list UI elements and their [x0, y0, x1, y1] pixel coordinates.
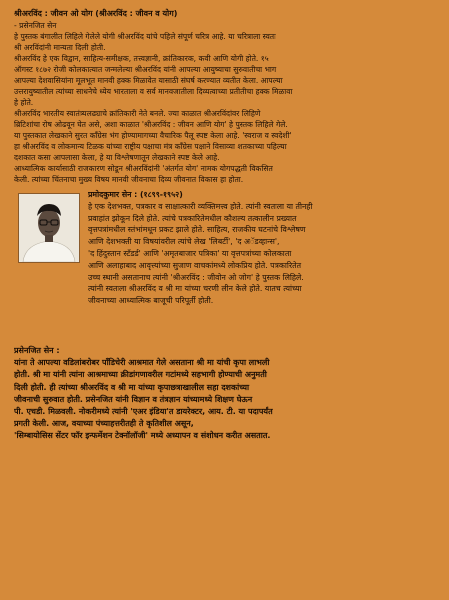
translator-heading: प्रसेनजित सेन : — [14, 346, 60, 355]
translator-line: यांना ते आपल्या वडिलांबरोबर पाँडिचेरी आश्रमात गेले असताना श्री मा यांची कृपा लाभली — [14, 358, 270, 368]
author-line: उच्च स्थानी असतानाच त्यांनी 'श्रीअरविंद : जीवोन ओ जोग' हे पुस्तक लिहिले. — [88, 272, 304, 282]
author-line: 'द हिंदुस्तान स्टँडर्ड' आणि 'अमृतबाजार पत्रिका' या वृत्तपत्रांच्या कोलकाता — [88, 248, 292, 258]
book-title: श्रीअरविंद : जीवन ओ योग (श्रीअरविंद : जीवन व योग) — [14, 9, 178, 18]
author-photo — [18, 193, 80, 263]
translator-section — [14, 345, 441, 443]
intro-line: केली. त्यांच्या चिंतनाचा मुख्य विषय मानवी जीवनाचा दिव्य जीवनात विकास हा होता. — [14, 175, 244, 184]
translator-line: होती. श्री मा यांनी त्यांना आश्रमाच्या क्रीडांगणावरील गटांमध्ये सहभागी होण्याची अनुमती — [14, 370, 267, 380]
translator-line: पी. एचडी. मिळवली. नोकरीमध्ये त्यांनी 'एअर इंडिया'त डायरेक्टर, आय. टी. या पदापर्यंत — [14, 407, 273, 417]
translator-line: 'सिम्बायोसिस सेंटर फॉर इन्फर्मेशन टेक्नॉलॉजी' मध्ये अध्यापन व संशोधन करीत असतात. — [14, 431, 271, 441]
intro-line: हे होते. — [14, 98, 34, 107]
author-line: प्रवाहांत झोकून दिले होते. त्यांचे पत्रकारितेमधील कौशल्य तत्कालीन प्रख्यात — [88, 213, 297, 223]
translator-line: जीवनाची सुरुवात होती. प्रसेनजित यांनी विज्ञान व तंत्रज्ञान यांच्यामध्ये शिक्षण घेऊन — [14, 394, 253, 404]
intro-line: श्रीअरविंद भारतीय स्वातंत्र्यलढ्याचे क्रांतिकारी नेते बनले. ज्या काळात श्रीअरविंदांवर लिहिणे — [14, 109, 261, 118]
author-section — [14, 189, 441, 345]
intro-line: आध्यात्मिक कार्यासाठी राजकारण सोडून श्रीअरविंदांनी 'अंतर्गत योग' नामक योगपद्धती विकसित — [14, 164, 273, 173]
author-line: त्यांनी स्वतःला श्रीअरविंद व श्री मा यांच्या चरणी लीन केले होते. यातच त्यांच्या — [88, 284, 302, 294]
intro-line: ब्रिटिशांचा रोष ओढवून घेत असे, अशा काळात 'श्रीअरविंद : जीवन आणि योग' हे पुस्तक लिहिले गेले. — [14, 120, 288, 129]
portrait-image — [19, 194, 79, 262]
author-bio — [88, 189, 435, 307]
translator-line: दिली होती. ही त्यांच्या श्रीअरविंद व श्री मा यांच्या कृपाछत्राखालील सहा दशकांच्या — [14, 382, 250, 392]
intro-line: श्री अरविंदांनी मान्यता दिली होती. — [14, 43, 106, 52]
intro-line: दशकात कसा आपलासा केला, हे या विश्लेषणातून लेखकाने स्पष्ट केले आहे. — [14, 153, 220, 162]
intro-line: ऑगस्ट १८७२ रोजी कोलकात्यात जन्मलेल्या श्रीअरविंद यांनी आपल्या आयुष्याचा सुरुवातीचा भाग — [14, 65, 277, 74]
author-line: आणि देशभक्ती या विषयांवरील त्यांचे लेख 'लिबर्टी', 'द अॅडव्हान्स', — [88, 237, 280, 247]
translator-byline: - प्रसेनजित सेन — [14, 21, 57, 30]
translator-line: प्रगती केली. आज, वयाच्या पंच्याहत्तरीतही ते कृतिशील असून, — [14, 419, 194, 429]
intro-line: आपल्या देशवासियांना मूलभूत मानवी हक्क मिळावेत यासाठी संघर्ष करण्यात व्यतीत केला. आपल्या — [14, 76, 283, 85]
intro-line: या पुस्तकात लेखकाने सुरत काँग्रेस भंग होण्यामागच्या वैचारिक पैलू स्पष्ट केला आहे. 'स्वराज व स्वदेशी' — [14, 131, 292, 140]
intro-line: उत्तरायुष्यातील त्यांच्या साधनेचे ध्येय भारताला व सर्व मानवजातीला दिव्यत्वाच्या प्रतीतीचा हक्क मिळावा — [14, 87, 293, 96]
author-line: हे एक देशभक्त, पत्रकार व साक्षात्कारी व्यक्तिमत्त्व होते. त्यांनी स्वतःला या तीनही — [88, 201, 313, 211]
intro-line: हे पुस्तक बंगालीत लिहिले गेलेले योगी श्रीअरविंद यांचे पहिले संपूर्ण चरित्र आहे. या चरित्राला स्वतः — [14, 32, 276, 41]
intro-paragraphs — [14, 31, 441, 185]
intro-line: हा श्रीअरविंद व लोकमान्य टिळक यांच्या राष्ट्रीय पक्षाचा मंत्र काँग्रेस पक्षाने विसाव्या शतकाच्या पहिल्या — [14, 142, 287, 151]
author-line: आणि अलाहाबाद आवृत्त्यांच्या सुजाण वाचकांमध्ये लोकप्रिय होते. पत्रकारितेत — [88, 260, 302, 270]
author-heading: प्रमोदकुमार सेन : (१८९९-१९५२) — [88, 190, 183, 199]
intro-line: श्रीअरविंद हे एक विद्वान, साहित्य-समीक्षक, तत्त्वज्ञानी, क्रांतिकारक, कवी आणि योगी होते. १५ — [14, 54, 269, 63]
author-line: जीवनाच्या आध्यात्मिक बाजूची परिपूर्ती होती. — [88, 296, 214, 306]
author-line: वृत्तपत्रांमधील स्तंभांमधून प्रकट झाले होते. साहित्य, राजकीय घटनांचे विश्लेषण — [88, 225, 306, 235]
